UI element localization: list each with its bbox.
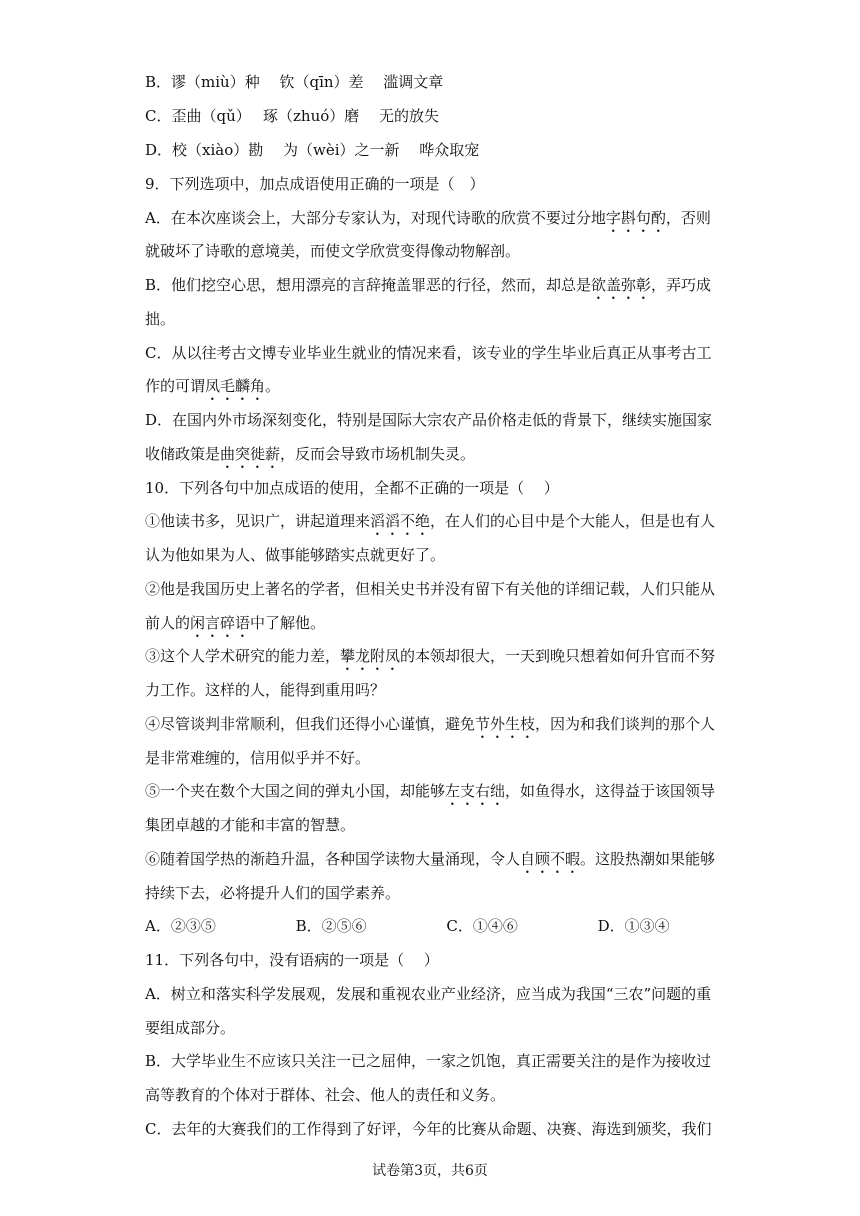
dotted-idiom: 攀龙附凤 — [340, 647, 401, 665]
text-line — [145, 140, 745, 160]
text-line — [145, 478, 745, 498]
text-line — [145, 714, 745, 742]
text-line — [145, 849, 745, 877]
text-segment: 是非常难缠的，信用似乎并不好。 — [145, 749, 371, 767]
text-line — [145, 343, 745, 363]
text-segment: ，如鱼得水，这得益于该国领导 — [505, 782, 716, 800]
text-line — [145, 1119, 745, 1139]
text-line — [145, 916, 745, 936]
page-footer: 试卷第3页，共6页 — [372, 1163, 488, 1179]
text-segment: ②他是我国历史上著名的学者，但相关史书并没有留下有关他的详细记载，人们只能从 — [145, 580, 716, 598]
text-line — [145, 72, 745, 92]
text-segment: 9．下列选项中，加点成语使用正确的一项是（ ） — [145, 175, 485, 193]
text-line — [145, 883, 745, 903]
text-segment: 作的可谓 — [145, 377, 206, 395]
text-segment: A．在本次座谈会上，大部分专家认为，对现代诗歌的欣赏不要过分地 — [145, 209, 606, 227]
text-line — [145, 174, 745, 194]
text-line — [145, 545, 745, 565]
text-segment: ，弄巧成 — [651, 276, 712, 294]
text-line — [145, 208, 745, 236]
text-segment: C．从以往考古文博专业毕业生就业的情况来看，该专业的学生毕业后真正从事考古工 — [145, 344, 712, 362]
text-line — [145, 410, 745, 430]
dotted-idiom: 欲盖弥彰 — [591, 276, 652, 294]
dotted-idiom: 曲突徙薪 — [220, 445, 281, 463]
text-line — [145, 1085, 745, 1105]
text-line — [145, 444, 745, 472]
text-segment: D．校（xiào）勘 为（wèi）之一新 哗众取宠 — [145, 141, 480, 159]
text-segment: 要组成部分。 — [145, 1019, 236, 1037]
text-segment: ⑤一个夹在数个大国之间的弹丸小国，却能够 — [145, 782, 446, 800]
text-line — [145, 376, 745, 404]
text-segment: B．他们挖空心思，想用漂亮的言辞掩盖罪恶的行径，然而，却总是 — [145, 276, 592, 294]
text-segment: ③这个人学术研究的能力差， — [145, 647, 341, 665]
dotted-idiom: 自顾不暇 — [520, 850, 581, 868]
text-segment: ⑥随着国学热的渐趋升温，各种国学读物大量涌现，令人 — [145, 850, 521, 868]
text-segment: ，因为和我们谈判的那个人 — [535, 715, 716, 733]
text-segment: C．歪曲（qǔ） 琢（zhuó）磨 无的放失 — [145, 107, 440, 125]
text-line — [145, 815, 745, 835]
text-segment: 拙。 — [145, 310, 176, 328]
dotted-idiom: 字斟句酌 — [605, 209, 666, 227]
text-line — [145, 275, 745, 303]
text-segment: 11．下列各句中，没有语病的一项是（ ） — [145, 951, 439, 969]
text-segment: 高等教育的个体对于群体、社会、他人的责任和义务。 — [145, 1086, 506, 1104]
text-segment: ④尽管谈判非常顺利，但我们还得小心谨慎，避免 — [145, 715, 476, 733]
dotted-idiom: 滔滔不绝 — [370, 512, 431, 530]
text-segment: 集团卓越的才能和丰富的智慧。 — [145, 816, 356, 834]
dotted-idiom: 闲言碎语 — [190, 614, 251, 632]
text-segment: A．树立和落实科学发展观，发展和重视农业产业经济，应当成为我国“三农”问题的重 — [145, 985, 712, 1003]
text-segment: 的本领却很大，一天到晚只想着如何升官而不努 — [400, 647, 716, 665]
text-line — [145, 1018, 745, 1038]
text-line — [145, 1051, 745, 1071]
text-segment: ，在人们的心目中是个大能人，但是也有人 — [430, 512, 716, 530]
text-segment: A．②③⑤ B．②⑤⑥ C．①④⑥ D．①③④ — [145, 917, 670, 935]
text-line — [145, 613, 745, 641]
text-segment: 就破坏了诗歌的意境美，而使文学欣赏变得像动物解剖。 — [145, 242, 521, 260]
dotted-idiom: 节外生枝 — [475, 715, 536, 733]
text-segment: 持续下去，必将提升人们的国学素养。 — [145, 884, 401, 902]
text-segment: 中了解他。 — [250, 614, 326, 632]
text-segment: ①他读书多，见识广，讲起道理来 — [145, 512, 371, 530]
text-segment: 10．下列各句中加点成语的使用，全都不正确的一项是（ ） — [145, 479, 559, 497]
text-segment: 收储政策是 — [145, 445, 221, 463]
text-line — [145, 781, 745, 809]
text-segment: 力工作。这样的人，能得到重用吗？ — [145, 681, 386, 699]
text-line — [145, 106, 745, 126]
text-segment: ，反而会导致市场机制失灵。 — [280, 445, 476, 463]
text-line — [145, 511, 745, 539]
text-segment: 认为他如果为人、做事能够踏实点就更好了。 — [145, 546, 446, 564]
text-segment: B．谬（miù）种 钦（qīn）差 滥调文章 — [145, 73, 444, 91]
text-segment: C．去年的大赛我们的工作得到了好评，今年的比赛从命题、决赛、海选到颁奖，我们 — [145, 1120, 712, 1138]
text-segment: 。 — [265, 377, 281, 395]
text-segment: D．在国内外市场深刻变化，特别是国际大宗农产品价格走低的背景下，继续实施国家 — [145, 411, 713, 429]
dotted-idiom: 凤毛麟角 — [205, 377, 266, 395]
text-line — [145, 748, 745, 768]
text-line — [145, 950, 745, 970]
text-segment: 前人的 — [145, 614, 191, 632]
text-line — [145, 646, 745, 674]
text-segment: 。这股热潮如果能够 — [580, 850, 716, 868]
text-line — [145, 680, 745, 700]
text-segment: ，否则 — [665, 209, 711, 227]
text-line — [145, 984, 745, 1004]
text-line — [145, 241, 745, 261]
dotted-idiom: 左支右绌 — [445, 782, 506, 800]
text-segment: B．大学毕业生不应该只关注一已之屈伸，一家之饥饱，真正需要关注的是作为接收过 — [145, 1052, 712, 1070]
text-line — [145, 579, 745, 599]
text-line — [145, 309, 745, 329]
